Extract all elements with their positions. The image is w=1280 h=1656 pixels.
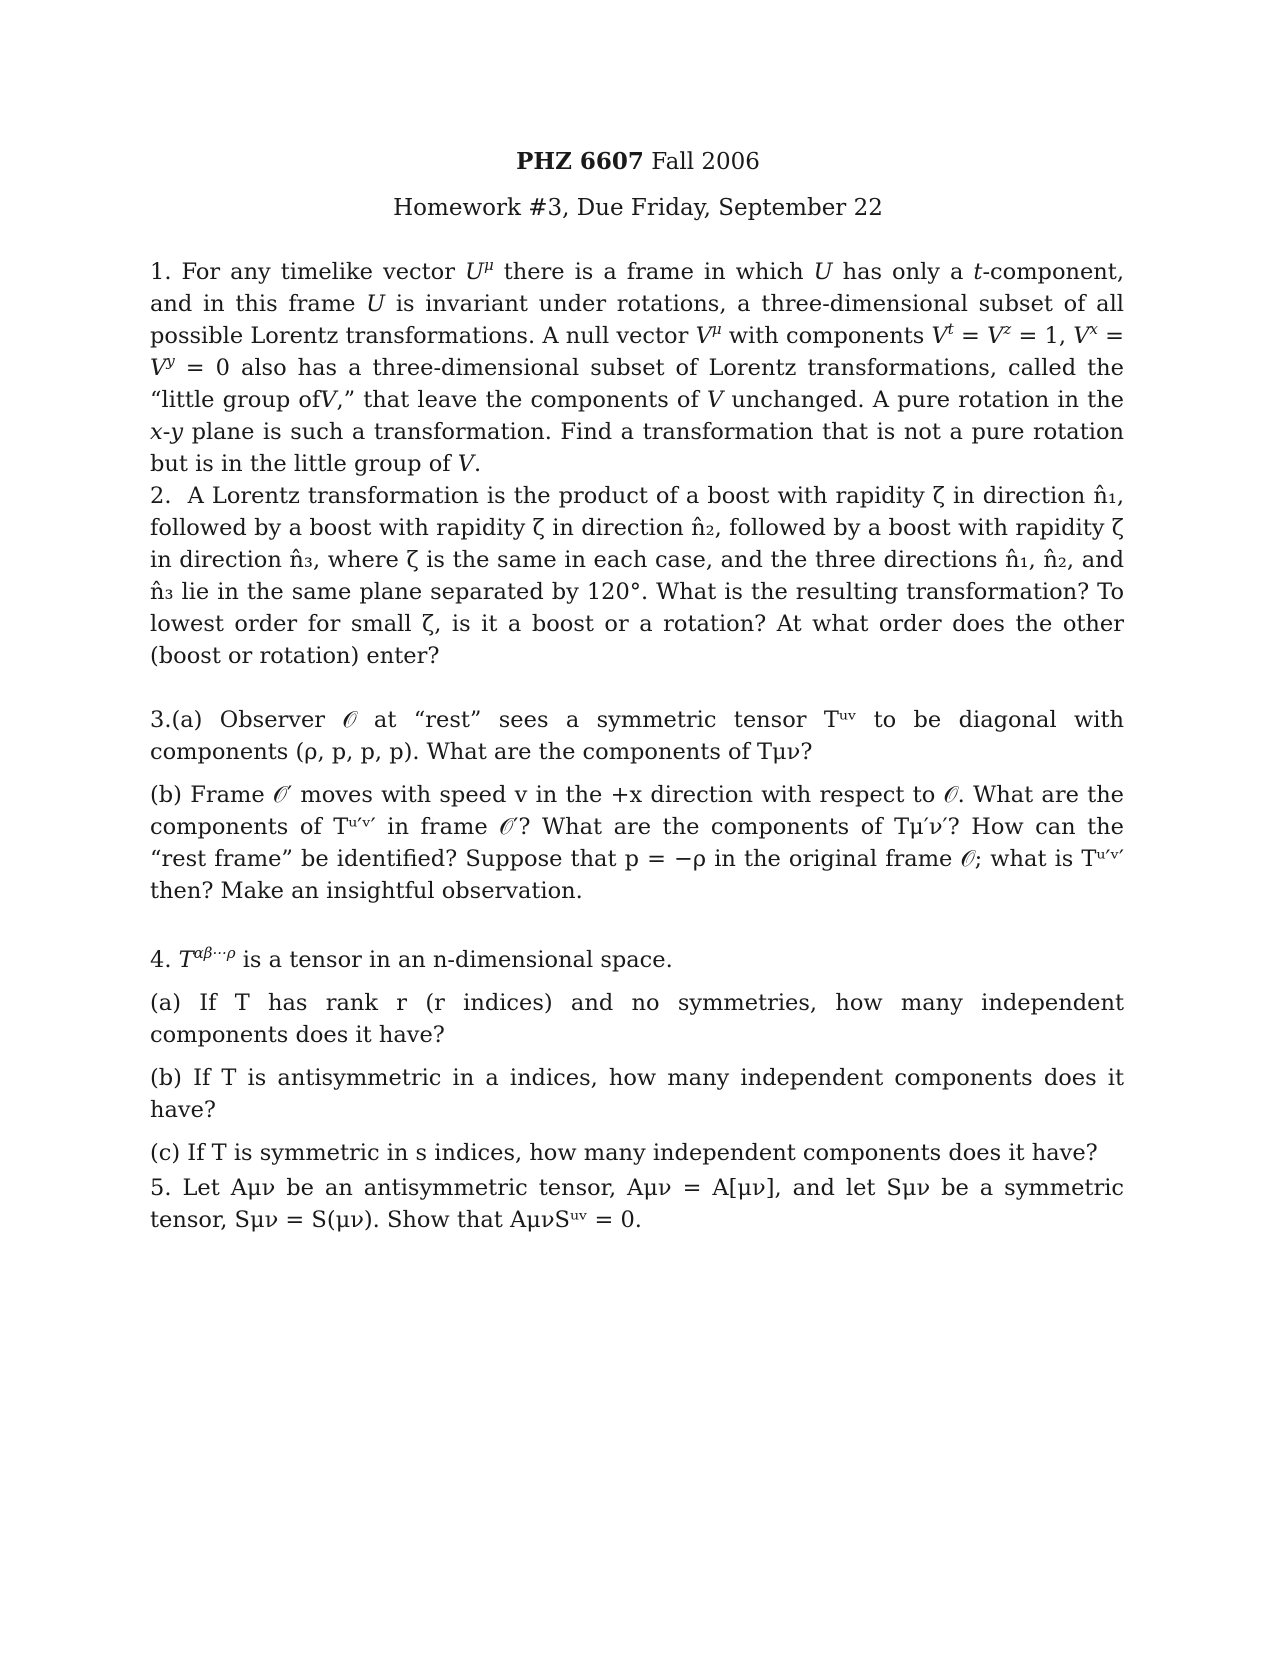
problem-5-text: 5. Let Aμν be an antisymmetric tensor, Aμν = A[μν], and let Sμν be a symmetric tensor, Sμν = S(μν). Show that AμνSᵘᵛ = 0. — [150, 1175, 1124, 1233]
problem-1-text: 1. For any timelike vector $U^\mu$ there is a frame in which U has only a t-component, and in this frame U is invariant under rotations, a three-dimensional subset of all possible Lorentz transformations. A null vector $V^\mu$ with components $V^t = V^z = 1$, $V^x = V^y = 0$ also has a three-dimensional subset of Lorentz transformations, called the “little group ofV,” that leave the components of V unchanged. A pure rotation in the x-y plane is such a transformation. Find a transformation that is not a pure rotation but is in the little group of V. — [150, 256, 1125, 477]
problem-1 — [150, 256, 1124, 480]
course-term: Fall 2006 — [651, 149, 760, 175]
homework-subtitle: Homework #3, Due Friday, September 22 — [393, 195, 883, 221]
problem-4b: (b) If T is antisymmetric in a indices, how many independent components does it have? — [150, 1065, 1124, 1123]
course-code: PHZ 6607 — [516, 148, 644, 175]
problem-4a: (a) If T has rank r (r indices) and no symmetries, how many independent components does it have? — [150, 990, 1124, 1048]
problem-5 — [150, 1172, 1124, 1236]
problem-3 — [150, 704, 1124, 907]
problem-4c: (c) If T is symmetric in s indices, how many independent components does it have? — [150, 1140, 1098, 1166]
problem-3b: (b) Frame 𝒪′ moves with speed v in the +x direction with respect to 𝒪. What are the components of Tᵘ′ᵛ′ in frame 𝒪′? What are the components of Tμ′ν′? How can the “rest frame” be identified? Suppose that p = −ρ in the original frame 𝒪; what is Tᵘ′ᵛ′ then? Make an insightful observation. — [150, 782, 1124, 904]
problem-2-text: 2. A Lorentz transformation is the product of a boost with rapidity ζ in direction n̂₁, followed by a boost with rapidity ζ in direction n̂₂, followed by a boost with rapidity ζ in direction n̂₃, where ζ is the same in each case, and the three directions n̂₁, n̂₂, and n̂₃ lie in the same plane separated by 120°. What is the resulting transformation? To lowest order for small ζ, is it a boost or a rotation? At what order does the other (boost or rotation) enter? — [150, 483, 1124, 669]
problem-3a: 3.(a) Observer 𝒪 at “rest” sees a symmetric tensor Tᵘᵛ to be diagonal with components (ρ, p, p, p). What are the components of Tμν? — [150, 707, 1124, 765]
problem-2 — [150, 480, 1124, 672]
problem-4 — [150, 944, 1124, 1169]
problem-4-intro: 4. $T^{\alpha\beta\cdot\cdot\cdot\rho}$ is a tensor in an n-dimensional space. — [150, 944, 673, 973]
course-header — [0, 146, 1276, 178]
